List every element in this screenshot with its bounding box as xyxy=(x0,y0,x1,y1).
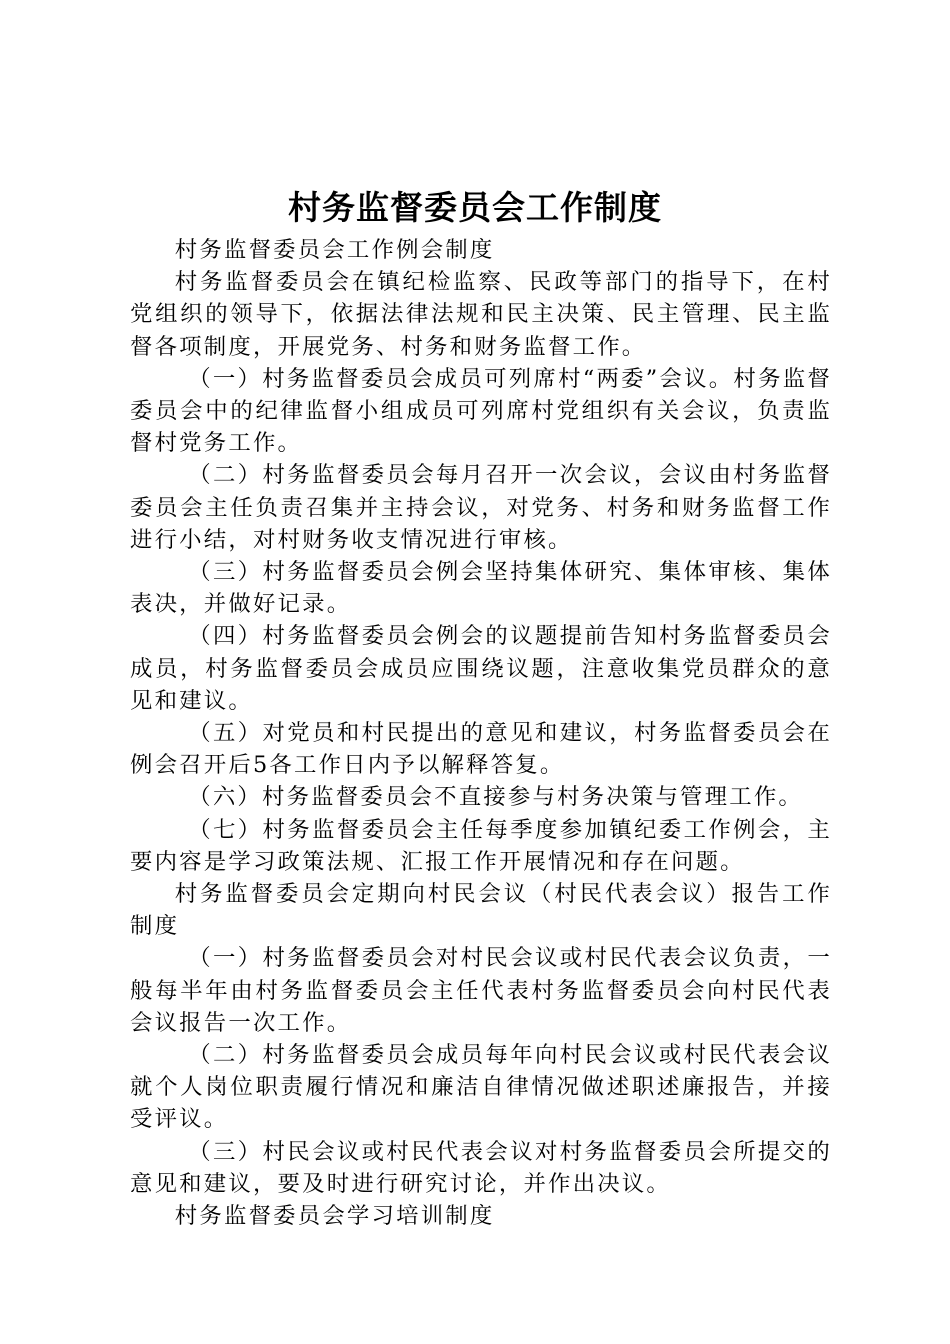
list-item: （三）村务监督委员会例会坚持集体研究、集体审核、集体表决，并做好记录。 xyxy=(130,559,832,618)
list-item: （七）村务监督委员会主任每季度参加镇纪委工作例会，主要内容是学习政策法规、汇报工作开展情况和存在问题。 xyxy=(130,816,832,875)
list-item: （三）村民会议或村民代表会议对村务监督委员会所提交的意见和建议，要及时进行研究讨论，并作出决议。 xyxy=(130,1138,832,1197)
section-heading: 村务监督委员会工作例会制度 xyxy=(174,237,495,263)
list-item: （五）对党员和村民提出的意见和建议，村务监督委员会在例会召开后5各工作日内予以解释答复。 xyxy=(130,720,832,779)
list-item: （二）村务监督委员会成员每年向村民会议或村民代表会议就个人岗位职责履行情况和廉洁自律情况做述职述廉报告，并接受评议。 xyxy=(130,1042,832,1133)
list-item: （一）村务监督委员会成员可列席村“两委”会议。村务监督委员会中的纪律监督小组成员可列席村党组织有关会议，负责监督村党务工作。 xyxy=(130,365,832,457)
section-heading: 村务监督委员会定期向村民会议（村民代表会议）报告工作制度 xyxy=(130,881,832,940)
list-item: （六）村务监督委员会不直接参与村务决策与管理工作。 xyxy=(188,784,803,811)
paragraph: 村务监督委员会在镇纪检监察、民政等部门的指导下，在村党组织的领导下，依据法律法规和民主决策、民主管理、民主监督各项制度，开展党务、村务和财务监督工作。 xyxy=(130,269,832,360)
list-item: （四）村务监督委员会例会的议题提前告知村务监督委员会成员，村务监督委员会成员应围绕议题，注意收集党员群众的意见和建议。 xyxy=(130,623,832,714)
document-body xyxy=(130,234,832,1232)
document-title: 村务监督委员会工作制度 xyxy=(288,188,662,227)
section-heading: 村务监督委员会学习培训制度 xyxy=(174,1203,495,1230)
list-item: （一）村务监督委员会对村民会议或村民代表会议负责，一般每半年由村务监督委员会主任代表村务监督委员会向村民代表会议报告一次工作。 xyxy=(130,945,832,1036)
list-item: （二）村务监督委员会每月召开一次会议，会议由村务监督委员会主任负责召集并主持会议，对党务、村务和财务监督工作进行小结，对村财务收支情况进行审核。 xyxy=(130,462,832,553)
